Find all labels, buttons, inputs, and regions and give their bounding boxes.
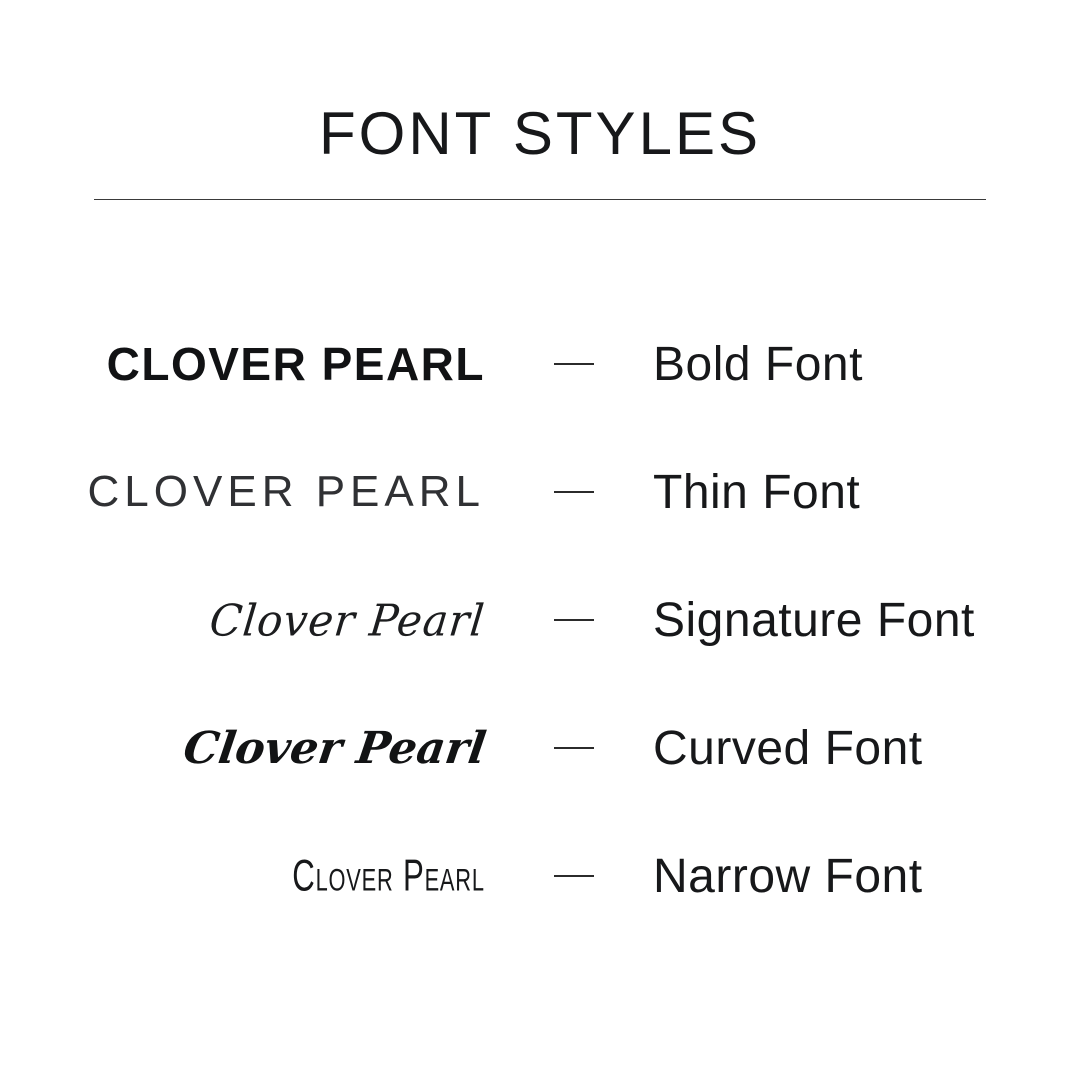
font-label-bold: Bold Font [653, 337, 863, 391]
font-sample-curved: Clover Pearl [179, 722, 489, 774]
font-sample-bold: CLOVER PEARL [106, 338, 485, 390]
list-item [0, 684, 1080, 812]
font-label-curved: Curved Font [653, 721, 923, 775]
font-label-thin: Thin Font [653, 465, 861, 519]
title-divider [94, 199, 986, 200]
font-style-list [0, 300, 1080, 940]
separator-dash-curved [554, 747, 594, 749]
list-item [0, 428, 1080, 556]
font-label-narrow: Narrow Font [653, 849, 923, 903]
separator-dash-narrow [554, 875, 594, 877]
font-label-signature: Signature Font [653, 593, 975, 647]
font-sample-signature: Clover Pearl [207, 594, 488, 646]
list-item [0, 556, 1080, 684]
page-title: FONT STYLES [319, 100, 761, 167]
separator-dash-bold [554, 363, 594, 365]
font-sample-thin: CLOVER PEARL [87, 467, 485, 516]
font-sample-narrow: Clover Pearl [292, 850, 485, 901]
list-item [0, 300, 1080, 428]
separator-dash-thin [554, 491, 594, 493]
list-item [0, 812, 1080, 940]
separator-dash-signature [554, 619, 594, 621]
